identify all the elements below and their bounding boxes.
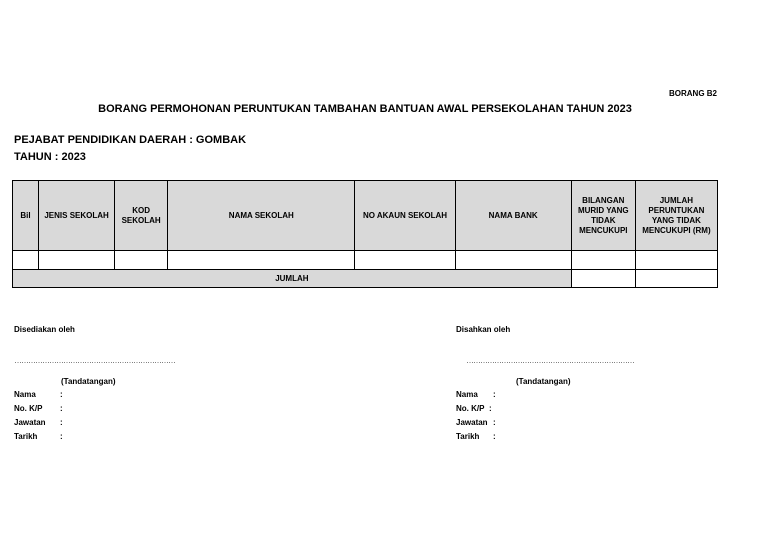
prepared-signature-label: (Tandatangan)	[61, 377, 116, 386]
col-header-student-count: BILANGAN MURID YANG TIDAK MENCUKUPI	[571, 181, 635, 251]
prepared-details	[14, 390, 174, 444]
field-separator: :	[489, 404, 492, 413]
col-header-bank-name: NAMA BANK	[455, 181, 571, 251]
table-cell[interactable]	[455, 251, 571, 270]
table-cell[interactable]	[39, 251, 115, 270]
prepared-ic-row	[14, 404, 174, 416]
field-separator: :	[60, 404, 63, 413]
col-header-school-type: JENIS SEKOLAH	[39, 181, 115, 251]
field-label: Tarikh	[14, 432, 38, 441]
table-row	[13, 251, 718, 270]
table-cell[interactable]	[168, 251, 355, 270]
table-cell[interactable]	[115, 251, 168, 270]
approved-by-heading: Disahkan oleh	[456, 325, 511, 334]
field-label: Tarikh	[456, 432, 480, 441]
field-separator: :	[60, 390, 63, 399]
col-header-school-code: KOD SEKOLAH	[115, 181, 168, 251]
field-label: Nama	[456, 390, 478, 399]
approved-name-row	[456, 390, 616, 402]
field-label: No. K/P	[456, 404, 485, 413]
table-cell[interactable]	[571, 251, 635, 270]
approved-signature-line: ………………………………………………………………	[466, 356, 634, 365]
table-cell[interactable]	[635, 251, 717, 270]
field-label: No. K/P	[14, 404, 43, 413]
field-label: Jawatan	[456, 418, 488, 427]
approved-date-row	[456, 432, 616, 444]
prepared-position-row	[14, 418, 174, 430]
total-row	[13, 270, 718, 288]
prepared-name-row	[14, 390, 174, 402]
prepared-date-row	[14, 432, 174, 444]
field-separator: :	[493, 390, 496, 399]
form-code: BORANG B2	[668, 89, 717, 98]
table-cell[interactable]	[13, 251, 39, 270]
approved-signature-label: (Tandatangan)	[516, 377, 571, 386]
col-header-allocation: JUMLAH PERUNTUKAN YANG TIDAK MENCUKUPI (RM)	[635, 181, 717, 251]
field-label: Nama	[14, 390, 36, 399]
field-label: Jawatan	[14, 418, 46, 427]
year-line: TAHUN : 2023	[14, 151, 86, 163]
prepared-signature-line: ……………………………………………………………	[14, 356, 175, 365]
field-separator: :	[60, 432, 63, 441]
col-header-account-no: NO AKAUN SEKOLAH	[355, 181, 455, 251]
total-allocation-cell[interactable]	[635, 270, 717, 288]
application-table	[12, 180, 718, 288]
approved-position-row	[456, 418, 616, 430]
approved-details	[456, 390, 616, 444]
table-cell[interactable]	[355, 251, 455, 270]
table-header-row	[13, 181, 718, 251]
total-label: JUMLAH	[13, 270, 572, 288]
prepared-by-heading: Disediakan oleh	[14, 325, 75, 334]
col-header-school-name: NAMA SEKOLAH	[168, 181, 355, 251]
field-separator: :	[493, 432, 496, 441]
form-title: BORANG PERMOHONAN PERUNTUKAN TAMBAHAN BANTUAN AWAL PERSEKOLAHAN TAHUN 2023	[98, 103, 632, 115]
field-separator: :	[493, 418, 496, 427]
approved-ic-row	[456, 404, 616, 416]
district-office-line: PEJABAT PENDIDIKAN DAERAH : GOMBAK	[14, 134, 247, 146]
total-student-count-cell[interactable]	[571, 270, 635, 288]
col-header-bil: Bil	[13, 181, 39, 251]
field-separator: :	[60, 418, 63, 427]
